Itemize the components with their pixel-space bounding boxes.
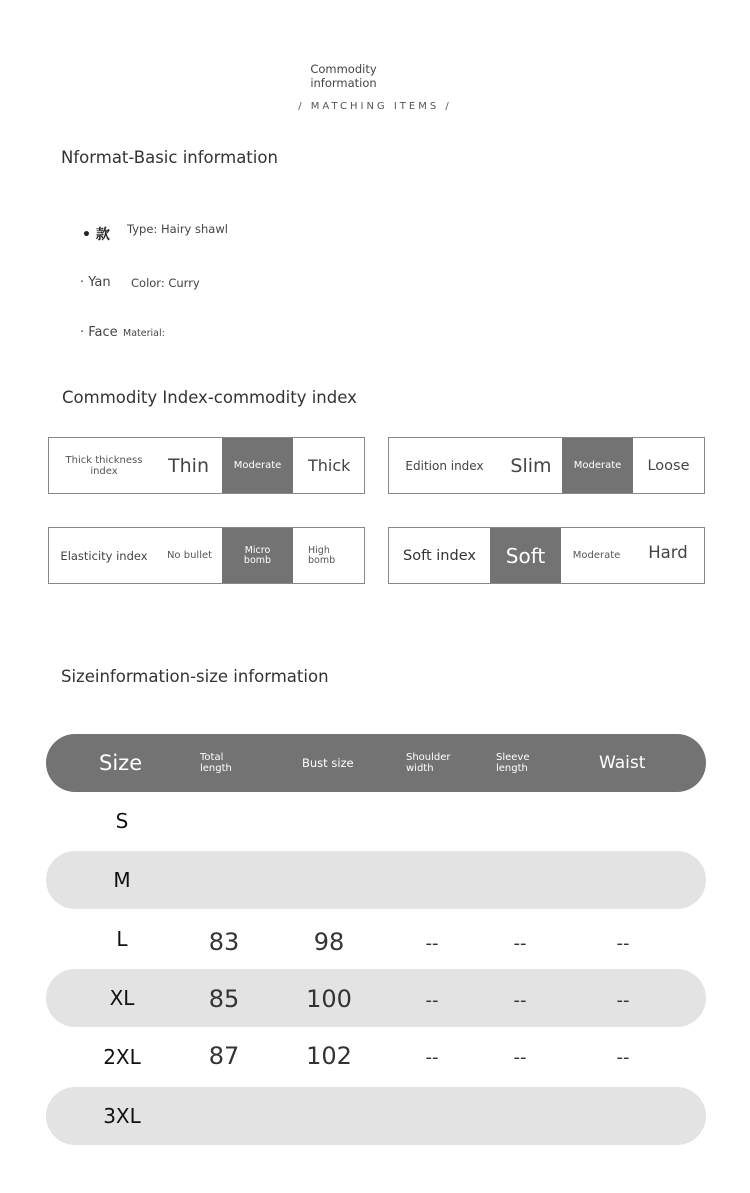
bust-size-2xl: 102 — [306, 1042, 352, 1070]
sleeve-length-l: -- — [513, 933, 527, 954]
size-l: L — [116, 927, 128, 951]
total-length-2xl: 87 — [208, 1042, 240, 1070]
header-total-line1: Total — [200, 752, 224, 763]
size-table-header — [46, 734, 706, 792]
header-sleeve-length — [496, 734, 530, 792]
sleeve-length-xl: -- — [513, 990, 527, 1011]
elasticity-option-micro-bomb — [222, 528, 293, 583]
total-length-xl: 85 — [208, 985, 240, 1013]
header-title — [0, 62, 687, 90]
soft-option-moderate: Moderate — [572, 550, 621, 561]
header-title-line2: information — [310, 76, 377, 90]
high-bomb-line2: bomb — [308, 554, 336, 566]
header-shoulder-line1: Shoulder — [406, 752, 451, 763]
basic-row-color — [80, 275, 200, 290]
header-bust-size: Bust size — [302, 756, 354, 770]
shoulder-width-xl: -- — [425, 990, 439, 1011]
basic-info-title: Nformat-Basic information — [61, 148, 278, 167]
basic-row-text: Material: — [123, 328, 165, 339]
header-title-line1: Commodity — [310, 62, 377, 76]
size-s: S — [115, 809, 129, 833]
basic-row-type — [82, 222, 228, 244]
thickness-option-thin: Thin — [168, 454, 209, 477]
micro-bomb-line1: Micro — [244, 544, 271, 556]
basic-row-bullet: • 款 — [82, 227, 110, 243]
basic-row-bullet: · Face — [80, 325, 118, 340]
edition-option-moderate: Moderate — [562, 438, 633, 493]
header-subtitle: / MATCHING ITEMS / — [298, 101, 452, 112]
waist-l: -- — [616, 933, 630, 954]
header-waist: Waist — [599, 753, 646, 773]
thickness-option-thick: Thick — [308, 456, 351, 475]
edition-option-loose: Loose — [647, 457, 690, 474]
bust-size-l: 98 — [313, 928, 345, 956]
basic-row-text: Color: Curry — [131, 276, 200, 290]
total-length-l: 83 — [208, 928, 240, 956]
shoulder-width-l: -- — [425, 933, 439, 954]
soft-option-hard: Hard — [648, 543, 688, 562]
size-2xl: 2XL — [103, 1045, 141, 1069]
thickness-label-line1: Thick thickness — [65, 454, 143, 466]
basic-row-material — [80, 325, 165, 340]
header-total-line2: length — [200, 763, 232, 774]
elasticity-index-label: Elasticity index — [60, 548, 148, 563]
soft-index-label: Soft index — [403, 547, 476, 564]
basic-row-bullet: · Yan — [80, 275, 111, 290]
size-m: M — [113, 868, 131, 892]
edition-index-label: Edition index — [405, 458, 484, 473]
size-xl: XL — [109, 986, 135, 1010]
thickness-label-line2: index — [90, 465, 118, 477]
shoulder-width-2xl: -- — [425, 1047, 439, 1068]
bust-size-xl: 100 — [306, 985, 352, 1013]
elasticity-index-box — [48, 527, 365, 584]
soft-index-box — [388, 527, 705, 584]
soft-option-soft: Soft — [490, 528, 561, 583]
basic-row-text: Type: Hairy shawl — [127, 222, 228, 236]
size-info-title: Sizeinformation-size information — [61, 667, 329, 686]
header-size: Size — [99, 751, 143, 775]
thickness-index-box — [48, 437, 365, 494]
elasticity-option-no-bullet: No bullet — [166, 550, 213, 561]
sleeve-length-2xl: -- — [513, 1047, 527, 1068]
commodity-index-title: Commodity Index-commodity index — [62, 388, 357, 407]
header-sleeve-line2: length — [496, 763, 528, 774]
header-sleeve-line1: Sleeve — [496, 752, 530, 763]
thickness-index-label — [49, 438, 159, 493]
size-3xl: 3XL — [103, 1104, 141, 1128]
waist-2xl: -- — [616, 1047, 630, 1068]
high-bomb-line1: High — [308, 544, 330, 556]
micro-bomb-line2: bomb — [243, 554, 272, 566]
elasticity-option-high-bomb — [293, 528, 364, 583]
edition-option-slim: Slim — [510, 454, 552, 477]
edition-index-box — [388, 437, 705, 494]
header-shoulder-width — [406, 734, 451, 792]
header-total-length — [200, 734, 232, 792]
waist-xl: -- — [616, 990, 630, 1011]
header-shoulder-line2: width — [406, 763, 434, 774]
thickness-option-moderate: Moderate — [222, 438, 293, 493]
